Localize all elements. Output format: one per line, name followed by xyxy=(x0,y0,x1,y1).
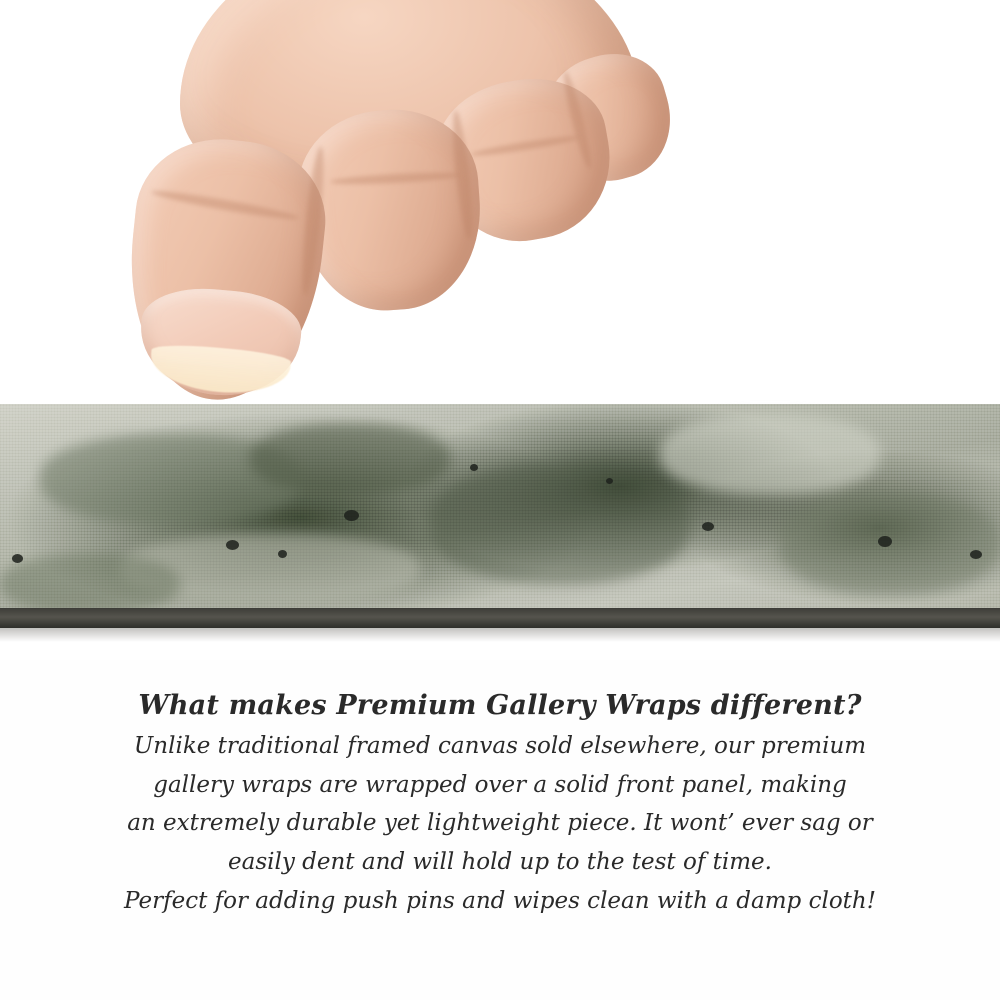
canvas-speck xyxy=(470,464,478,471)
canvas-speck xyxy=(226,540,239,550)
caption-line: Unlike traditional framed canvas sold elsewhere, our premium xyxy=(133,733,867,759)
canvas-wrap-edge xyxy=(0,608,1000,628)
canvas-wrap-face xyxy=(0,404,1000,610)
caption-line: gallery wraps are wrapped over a solid front panel, making xyxy=(153,771,847,798)
canvas-patch xyxy=(250,424,450,494)
canvas-speck xyxy=(344,510,359,521)
canvas-patch xyxy=(660,414,880,494)
caption-line: an extremely durable yet lightweight piece. It wont’ ever sag or xyxy=(127,810,873,837)
hand-icon xyxy=(120,0,640,430)
caption-heading: What makes Premium Gallery Wraps different? xyxy=(138,690,862,721)
caption-block xyxy=(0,690,1000,925)
canvas-texture-icon xyxy=(0,404,1000,640)
canvas-speck xyxy=(278,550,287,558)
canvas-speck xyxy=(606,478,613,484)
canvas-patch xyxy=(430,464,690,584)
caption-body xyxy=(0,731,1000,918)
canvas-patch xyxy=(0,554,180,614)
canvas-speck xyxy=(878,536,892,547)
canvas-speck xyxy=(970,550,982,559)
canvas-drop-shadow xyxy=(0,628,1000,642)
caption-line: easily dent and will hold up to the test of time. xyxy=(228,849,772,876)
canvas-speck xyxy=(12,554,23,563)
caption-line: Perfect for adding push pins and wipes clean with a damp cloth! xyxy=(124,887,876,914)
canvas-speck xyxy=(702,522,714,531)
